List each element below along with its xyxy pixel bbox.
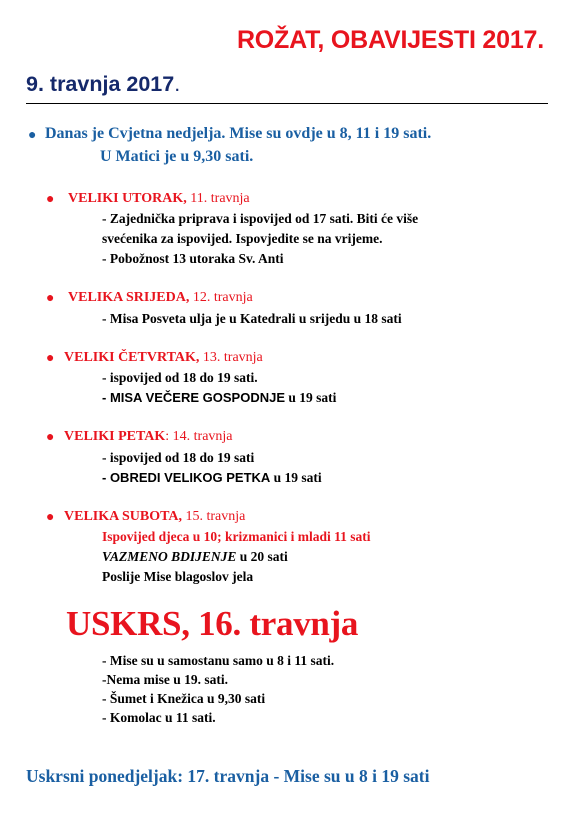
uskrs-line-4: - Komolac u 11 sati. <box>102 710 216 725</box>
easter-heading: USKRS, 16. travnja <box>66 604 359 643</box>
subota-heading-date: 15. travnja <box>185 509 246 524</box>
palm-sunday-line-1: Danas je Cvjetna nedjelja. Mise su ovdje u 8, 11 i 19 sati. <box>45 125 432 142</box>
subota-line-1: Ispovijed djeca u 10; krizmanici i mladi 11 sati <box>102 529 371 544</box>
utorak-line-3: - Pobožnost 13 utoraka Sv. Anti <box>102 251 284 266</box>
bullet-icon: ● <box>46 430 55 445</box>
uskrs-line-1: - Mise su u samostanu samo u 8 i 11 sati. <box>102 653 335 668</box>
uskrs-line-2: -Nema mise u 19. sati. <box>102 672 228 687</box>
cetvrtak-line-1: - ispovijed od 18 do 19 sati. <box>102 370 258 385</box>
utorak-line-1: - Zajednička priprava i ispovijed od 17 sati. Biti će više <box>102 211 419 226</box>
title-divider <box>26 103 548 104</box>
page-title: ROŽAT, OBAVIJESTI 2017. <box>236 26 544 54</box>
uskrs-line-3: - Šumet i Knežica u 9,30 sati <box>102 691 266 706</box>
subota-line-2 <box>102 549 288 565</box>
subota-heading-day: VELIKA SUBOTA, <box>64 509 186 524</box>
bulletin-date-text: 9. travnja 2017 <box>26 72 175 96</box>
utorak-heading-day: VELIKI UTORAK, <box>68 191 191 206</box>
bullet-icon: ● <box>28 128 37 143</box>
bullet-icon: ● <box>46 510 55 525</box>
subota-vigil-time: u 20 sati <box>236 549 288 564</box>
section-heading-srijeda <box>68 290 253 306</box>
subota-line-3: Poslije Mise blagoslov jela <box>102 569 254 584</box>
utorak-heading-date: 11. travnja <box>190 191 250 206</box>
cetvrtak-mass-time: u 19 sati <box>285 390 337 405</box>
petak-line-2 <box>102 470 322 486</box>
petak-heading-day: VELIKI PETAK <box>64 429 166 444</box>
srijeda-line-1: - Misa Posveta ulja je u Katedrali u srijedu u 18 sati <box>102 311 402 326</box>
cetvrtak-line-2 <box>102 390 336 406</box>
petak-line-1: - ispovijed od 18 do 19 sati <box>102 450 255 465</box>
utorak-line-2: svećenika za ispovijed. Ispovjedite se na vrijeme. <box>102 231 383 246</box>
section-heading-petak <box>64 429 233 445</box>
petak-heading-date: : 14. travnja <box>165 429 233 444</box>
section-heading-cetvrtak <box>64 350 263 366</box>
bulletin-date <box>26 72 180 97</box>
srijeda-heading-day: VELIKA SRIJEDA, <box>68 290 193 305</box>
bullet-icon: ● <box>46 192 55 207</box>
petak-service-time: u 19 sati <box>270 470 322 485</box>
bullet-icon: ● <box>46 291 55 306</box>
section-heading-utorak <box>68 191 250 207</box>
petak-service-name: - OBREDI VELIKOG PETKA <box>102 470 271 485</box>
cetvrtak-heading-day: VELIKI ČETVRTAK, <box>64 350 203 365</box>
bulletin-date-dot: . <box>174 72 181 96</box>
easter-monday-notice: Uskrsni ponedjeljak: 17. travnja - Mise su u 8 i 19 sati <box>26 766 430 786</box>
bullet-icon: ● <box>46 351 55 366</box>
cetvrtak-heading-date: 13. travnja <box>202 350 263 365</box>
subota-vigil-name: VAZMENO BDIJENJE <box>102 549 237 564</box>
cetvrtak-mass-name: - MISA VEČERE GOSPODNJE <box>102 390 285 405</box>
srijeda-heading-date: 12. travnja <box>192 290 253 305</box>
section-heading-subota <box>64 509 245 525</box>
palm-sunday-line-2: U Matici je u 9,30 sati. <box>100 148 254 165</box>
